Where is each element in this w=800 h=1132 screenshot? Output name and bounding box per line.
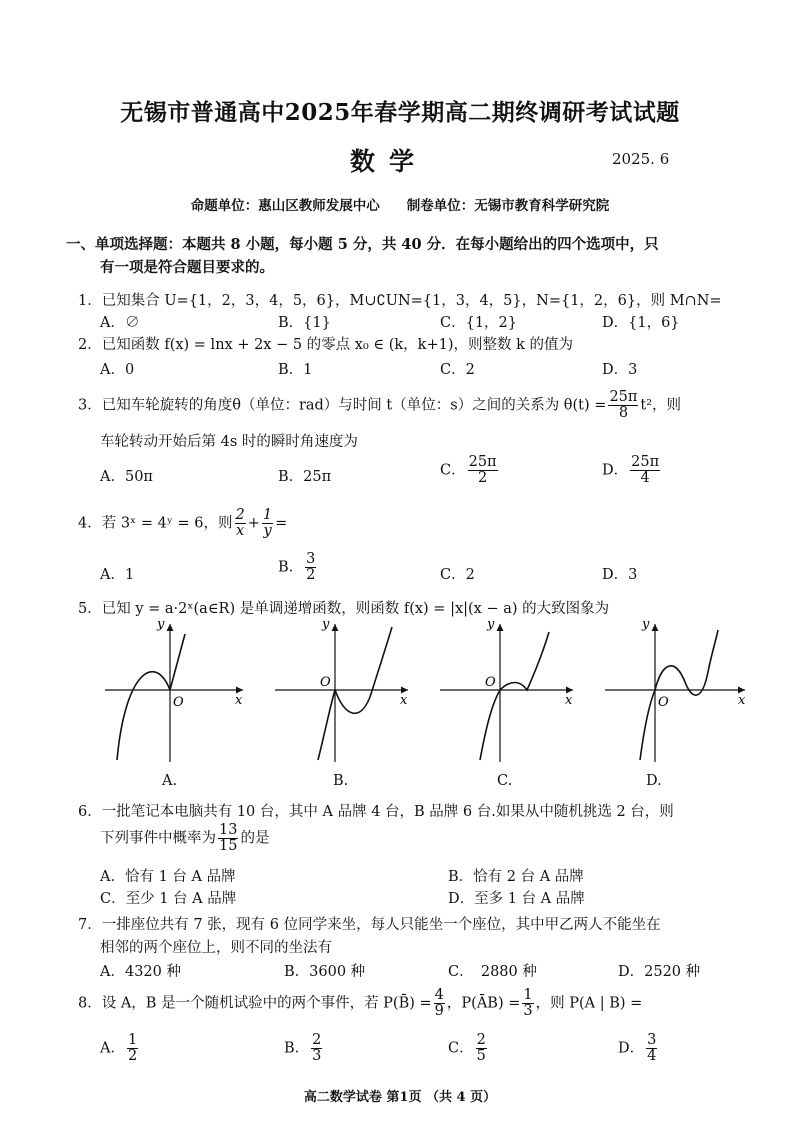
q5-b-y-label: y	[322, 617, 330, 632]
exam-title: 无锡市普通高中2025年春学期高二期终调研考试试题	[120, 99, 680, 126]
q8-option-a: A． $\frac{1}{2}$	[100, 1032, 138, 1065]
q5-a-origin: O	[173, 695, 184, 710]
q8-option-d: D． $\frac{3}{4}$	[618, 1032, 657, 1065]
q5-graph-c	[440, 617, 573, 762]
q6-option-a: A．恰有 1 台 A 品牌	[100, 869, 236, 885]
q8-option-b: B． $\frac{2}{3}$	[284, 1032, 322, 1065]
q5-c-origin: O	[485, 675, 496, 690]
q4-option-a: A．1	[100, 567, 135, 583]
q5-b-x-label: x	[400, 693, 408, 708]
q7-option-a: A．4320 种	[100, 964, 181, 980]
q5-a-x-label: x	[235, 693, 243, 708]
q1-option-c: C．{1，2}	[440, 315, 517, 331]
q5-a-y-label: y	[157, 617, 165, 632]
q5-d-x-label: x	[738, 693, 746, 708]
q2-option-b: B．1	[278, 362, 313, 378]
q5-graph-b	[275, 617, 408, 762]
q6-option-b: B．恰有 2 台 A 品牌	[448, 869, 584, 885]
q5-option-a: A.	[162, 773, 178, 789]
q5-c-y-label: y	[487, 617, 495, 632]
q3-option-b: B．25π	[278, 469, 332, 485]
q5-graph-d	[605, 617, 746, 762]
q5-option-c: C.	[497, 773, 513, 789]
q5-b-origin: O	[320, 675, 331, 690]
q3-stem-fraction: $\frac{25\pi}{8}$	[609, 389, 638, 422]
q5-option-d: D.	[646, 773, 662, 789]
q5-option-b: B.	[333, 773, 349, 789]
q5-c-x-label: x	[565, 693, 573, 708]
q3-option-c: C． $\frac{25\pi}{2}$	[440, 454, 497, 487]
subject-title: 数学	[350, 147, 429, 176]
q2-stem: 2．已知函数 f(x) = lnx + 2x − 5 的零点 x₀ ∈ (k，k+1)，则整数 k 的值为	[78, 337, 574, 353]
q7-stem-cont: 相邻的两个座位上，则不同的坐法有	[100, 940, 332, 956]
exam-units: 命题单位：惠山区教师发展中心 制卷单位：无锡市教育科学研究院	[190, 198, 610, 214]
q6-stem: 6．一批笔记本电脑共有 10 台，其中 A 品牌 4 台，B 品牌 6 台.如果从中随机挑选 2 台，则	[78, 804, 674, 820]
q4-option-d: D．3	[602, 567, 638, 583]
q3-option-d: D． $\frac{25\pi}{4}$	[602, 454, 660, 487]
q2-option-a: A．0	[100, 362, 135, 378]
q5-graph-a	[105, 617, 243, 762]
q1-option-d: D．{1，6}	[602, 315, 680, 331]
q1-stem: 1．已知集合 U={1，2，3，4，5，6}，M∪∁UN={1，3，4，5}，N={1，2，6}，则 M∩N=	[78, 293, 722, 309]
exam-date: 2025. 6	[612, 150, 670, 168]
section1-heading-cont: 有一项是符合题目要求的。	[100, 259, 274, 276]
q4-stem: 4．若 3ˣ = 4ʸ = 6，则 $\frac{2}{x}$ + $\frac{1}{y}$ =	[78, 507, 288, 540]
q1-option-a: A．∅	[100, 315, 140, 331]
q8-stem: 8．设 A，B 是一个随机试验中的两个事件，若 P(B̄) = $\frac{4}{9}$ ，P(ĀB) = $\frac{1}{3}$ ，则 P(A | B) =	[78, 987, 643, 1020]
q5-d-y-label: y	[642, 617, 650, 632]
q2-option-d: D．3	[602, 362, 638, 378]
q8-option-c: C． $\frac{2}{5}$	[448, 1032, 486, 1065]
q7-stem: 7．一排座位共有 7 张，现有 6 位同学来坐，每人只能坐一个座位，其中甲乙两人不能坐在	[78, 917, 661, 933]
q6-stem-cont: 下列事件中概率为 $\frac{13}{15}$ 的是	[100, 822, 270, 855]
q5-graphs	[95, 612, 755, 772]
q7-option-d: D．2520 种	[618, 964, 701, 980]
q5-stem: 5．已知 y = a·2ˣ(a∈R) 是单调递增函数，则函数 f(x) = |x|(x − a) 的大致图象为	[78, 601, 610, 617]
q3-stem: 3．已知车轮旋转的角度θ（单位：rad）与时间 t（单位：s）之间的关系为 θ(t) = $\frac{25\pi}{8}$ t²，则	[78, 389, 682, 422]
q5-d-origin: O	[658, 695, 669, 710]
q7-option-b: B．3600 种	[284, 964, 366, 980]
section1-heading: 一、单项选择题：本题共 8 小题，每小题 5 分，共 40 分．在每小题给出的四个选项中，只	[66, 236, 659, 253]
page-footer: 高二数学试卷 第1页 （共 4 页）	[303, 1090, 497, 1105]
q6-option-d: D．至多 1 台 A 品牌	[448, 891, 585, 907]
q4-option-c: C．2	[440, 567, 475, 583]
q3-stem-cont: 车轮转动开始后第 4s 时的瞬时角速度为	[100, 434, 358, 450]
q7-option-c: C． 2880 种	[448, 964, 537, 980]
q2-option-c: C．2	[440, 362, 475, 378]
q6-option-c: C．至少 1 台 A 品牌	[100, 891, 237, 907]
q1-option-b: B．{1}	[278, 315, 331, 331]
q4-option-b: B． $\frac{3}{2}$	[278, 551, 316, 584]
q3-option-a: A．50π	[100, 469, 153, 485]
